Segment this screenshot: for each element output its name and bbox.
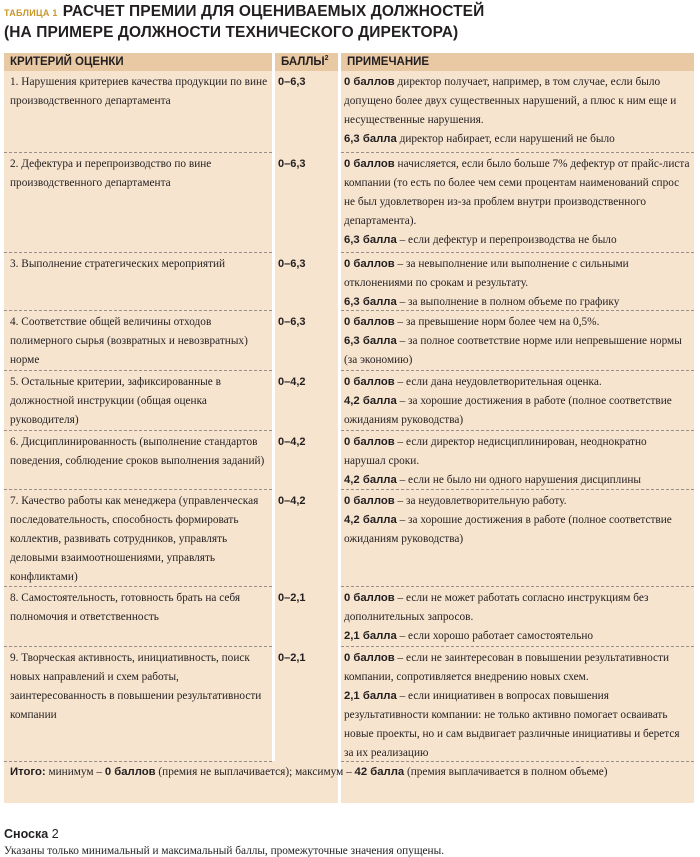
note-cell bbox=[344, 589, 690, 646]
footnote-marker: 2 bbox=[324, 55, 329, 62]
row-divider bbox=[4, 252, 272, 253]
note-cell bbox=[344, 155, 690, 250]
note-cell bbox=[344, 492, 690, 549]
note-paragraph: 0 баллов – за превышение норм более чем на 0,5%. bbox=[344, 316, 600, 328]
criterion-cell: 3. Выполнение стратегических мероприятий bbox=[10, 258, 226, 270]
criterion-cell: 2. Дефектура и перепроизводство по вине производственного департамента bbox=[10, 158, 212, 189]
points-cell: 0–4,2 bbox=[278, 495, 306, 507]
criterion-cell: 5. Остальные критерии, зафиксированные в должностной инструкции (общая оценка руководителя) bbox=[10, 376, 221, 426]
row-divider bbox=[4, 430, 272, 431]
points-cell: 0–4,2 bbox=[278, 436, 306, 448]
note-paragraph: 2,1 балла – если инициативен в вопросах повышения результативности компании: не только активно помогает осваивать новые проекты, но и сам выдвигает различные инициативы и берется за их реализацию bbox=[344, 690, 680, 760]
header-criterion: КРИТЕРИЙ ОЦЕНКИ bbox=[4, 53, 272, 71]
row-divider bbox=[341, 370, 694, 371]
points-cell: 0–6,3 bbox=[278, 158, 306, 170]
row-divider bbox=[341, 152, 694, 153]
note-cell bbox=[344, 373, 690, 430]
criterion-cell: 9. Творческая активность, инициативность, поиск новых направлений и схем работы, заинтересованность в повышении результативности компании bbox=[10, 652, 262, 721]
criterion-cell: 1. Нарушения критериев качества продукции по вине производственного департамента bbox=[10, 76, 268, 107]
note-paragraph: 0 баллов директор получает, например, в том случае, если было допущено более двух существенных нарушений, а плюс к ним еще и несущественные нарушения. bbox=[344, 76, 677, 127]
footnote-title: Сноска 2 bbox=[4, 827, 59, 841]
header-points: БАЛЛЫ$^2$ bbox=[275, 53, 338, 71]
points-cell: 0–6,3 bbox=[278, 258, 306, 270]
table-number-tag: ТАБЛИЦА 1 bbox=[4, 8, 58, 18]
note-paragraph: 0 баллов – за неудовлетворительную работу. bbox=[344, 495, 567, 507]
note-paragraph: 2,1 балла – если хорошо работает самостоятельно bbox=[344, 630, 594, 643]
column-divider bbox=[272, 53, 275, 71]
table-total: Итого: минимум – 0 баллов (премия не выплачивается); максимум – 42 балла (премия выплачивается в полном объеме) bbox=[10, 766, 608, 778]
row-divider bbox=[4, 489, 272, 490]
note-paragraph: 0 баллов – если не может работать согласно инструкциям без дополнительных запросов. bbox=[344, 592, 649, 624]
note-paragraph: 6,3 балла – за выполнение в полном объеме по графику bbox=[344, 296, 620, 309]
note-paragraph: 4,2 балла – если не было ни одного нарушения дисциплины bbox=[344, 474, 641, 487]
row-divider bbox=[4, 370, 272, 371]
column-divider bbox=[338, 53, 341, 803]
note-paragraph: 0 баллов – если не заинтересован в повышении результативности компании, сопротивляется внедрению новых схем. bbox=[344, 652, 669, 684]
criterion-cell: 8. Самостоятельность, готовность брать на себя полномочия и ответственность bbox=[10, 592, 241, 623]
row-divider bbox=[341, 310, 694, 311]
criterion-cell: 6. Дисциплинированность (выполнение стандартов поведения, соблюдение сроков выполнения заданий) bbox=[10, 436, 265, 467]
table-title: РАСЧЕТ ПРЕМИИ ДЛЯ ОЦЕНИВАЕМЫХ ДОЛЖНОСТЕЙ bbox=[62, 3, 485, 20]
note-cell bbox=[344, 433, 690, 490]
points-cell: 0–2,1 bbox=[278, 592, 306, 604]
note-paragraph: 4,2 балла – за хорошие достижения в работе (полное соответствие ожиданиям руководства) bbox=[344, 395, 672, 427]
header-note: ПРИМЕЧАНИЕ bbox=[341, 53, 694, 71]
points-cell: 0–4,2 bbox=[278, 376, 306, 388]
note-paragraph: 0 баллов начисляется, если было больше 7% дефектур от прайс-листа компании (то есть по более чем семи процентам наименований спрос не был удовлетворен из-за проблем внутри производственного департамента). bbox=[344, 158, 690, 228]
row-divider bbox=[4, 310, 272, 311]
note-paragraph: 6,3 балла директор набирает, если нарушений не было bbox=[344, 133, 615, 146]
table-heading bbox=[4, 3, 694, 45]
note-paragraph: 0 баллов – если дана неудовлетворительная оценка. bbox=[344, 376, 602, 388]
row-divider bbox=[4, 646, 272, 647]
footnote-text: Указаны только минимальный и максимальный баллы, промежуточные значения опущены. bbox=[4, 845, 445, 857]
note-cell bbox=[344, 313, 690, 370]
note-paragraph: 4,2 балла – за хорошие достижения в работе (полное соответствие ожиданиям руководства) bbox=[344, 514, 672, 546]
criterion-cell: 7. Качество работы как менеджера (управленческая последовательность, способность формировать коллектив, развивать сотрудников, управлять деловыми взаимоотношениями, управлять конфликтами) bbox=[10, 495, 259, 583]
note-cell bbox=[344, 73, 690, 149]
row-divider bbox=[341, 430, 694, 431]
row-divider bbox=[341, 761, 694, 762]
row-divider bbox=[4, 586, 272, 587]
criterion-cell: 4. Соответствие общей величины отходов полимерного сырья (возвратных и невозвратных) норме bbox=[10, 316, 248, 366]
row-divider bbox=[341, 586, 694, 587]
note-paragraph: 6,3 балла – за полное соответствие норме или непревышение нормы (за экономию) bbox=[344, 335, 682, 367]
points-cell: 0–6,3 bbox=[278, 316, 306, 328]
column-divider bbox=[272, 71, 275, 761]
bonus-table bbox=[4, 53, 694, 803]
note-cell bbox=[344, 255, 690, 312]
note-paragraph: 0 баллов – если директор недисциплинирован, неоднократно нарушал сроки. bbox=[344, 436, 647, 468]
row-divider bbox=[341, 252, 694, 253]
points-cell: 0–6,3 bbox=[278, 76, 306, 88]
row-divider bbox=[341, 646, 694, 647]
note-paragraph: 6,3 балла – если дефектур и перепроизводства не было bbox=[344, 234, 617, 247]
points-cell: 0–2,1 bbox=[278, 652, 306, 664]
note-cell bbox=[344, 649, 690, 764]
note-paragraph: 0 баллов – за невыполнение или выполнение с сильными отклонениями по срокам и результату. bbox=[344, 258, 629, 290]
row-divider bbox=[341, 489, 694, 490]
row-divider bbox=[4, 152, 272, 153]
table-subtitle: (НА ПРИМЕРЕ ДОЛЖНОСТИ ТЕХНИЧЕСКОГО ДИРЕКТОРА) bbox=[4, 24, 459, 41]
row-divider bbox=[4, 761, 272, 762]
